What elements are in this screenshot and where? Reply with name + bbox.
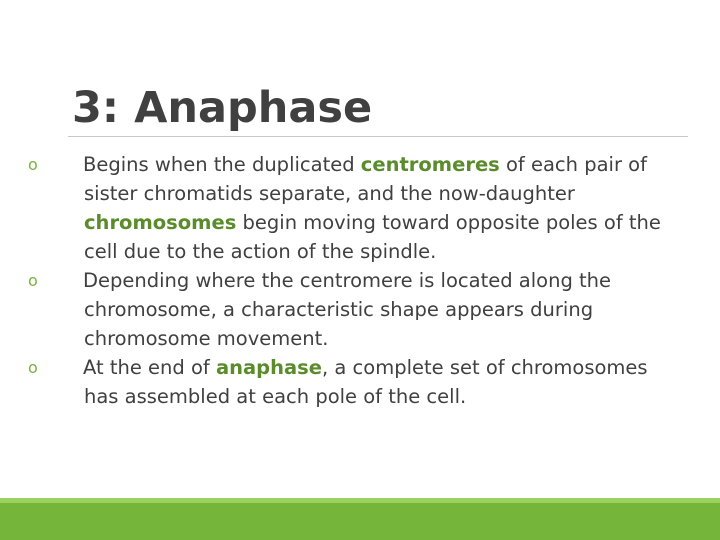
bullet-text-segment: At the end of: [83, 356, 216, 379]
bullet-circle-icon: o: [28, 271, 38, 290]
bullet-list: [28, 150, 678, 411]
bullet-circle-icon: o: [28, 155, 38, 174]
bullet-text-segment: , a complete set of chromosomes has assembled at each pole of the cell.: [84, 356, 648, 408]
title-divider: [68, 136, 688, 137]
bullet-text-segment: Begins when the duplicated: [83, 153, 361, 176]
bullet-item: [28, 150, 678, 266]
bullet-text-segment: Depending where the centromere is located along the chromosome, a characteristic shape appears during chromosome movement.: [83, 269, 612, 350]
footer-accent-bar: [0, 498, 720, 540]
highlighted-term: chromosomes: [84, 211, 237, 234]
highlighted-term: anaphase: [215, 356, 322, 379]
highlighted-term: centromeres: [360, 153, 500, 176]
footer-accent-highlight: [0, 498, 720, 503]
bullet-text: [83, 269, 611, 350]
slide-title: 3: Anaphase: [72, 83, 373, 133]
bullet-text: [83, 153, 661, 263]
bullet-text: [83, 356, 648, 408]
bullet-item: [28, 266, 678, 353]
bullet-item: [28, 353, 678, 411]
bullet-text-segment: begin moving toward opposite poles of the cell due to the action of the spindle.: [84, 211, 661, 263]
bullet-text-segment: of each pair of sister chromatids separate, and the now-daughter: [84, 153, 647, 205]
bullet-circle-icon: o: [28, 358, 38, 377]
